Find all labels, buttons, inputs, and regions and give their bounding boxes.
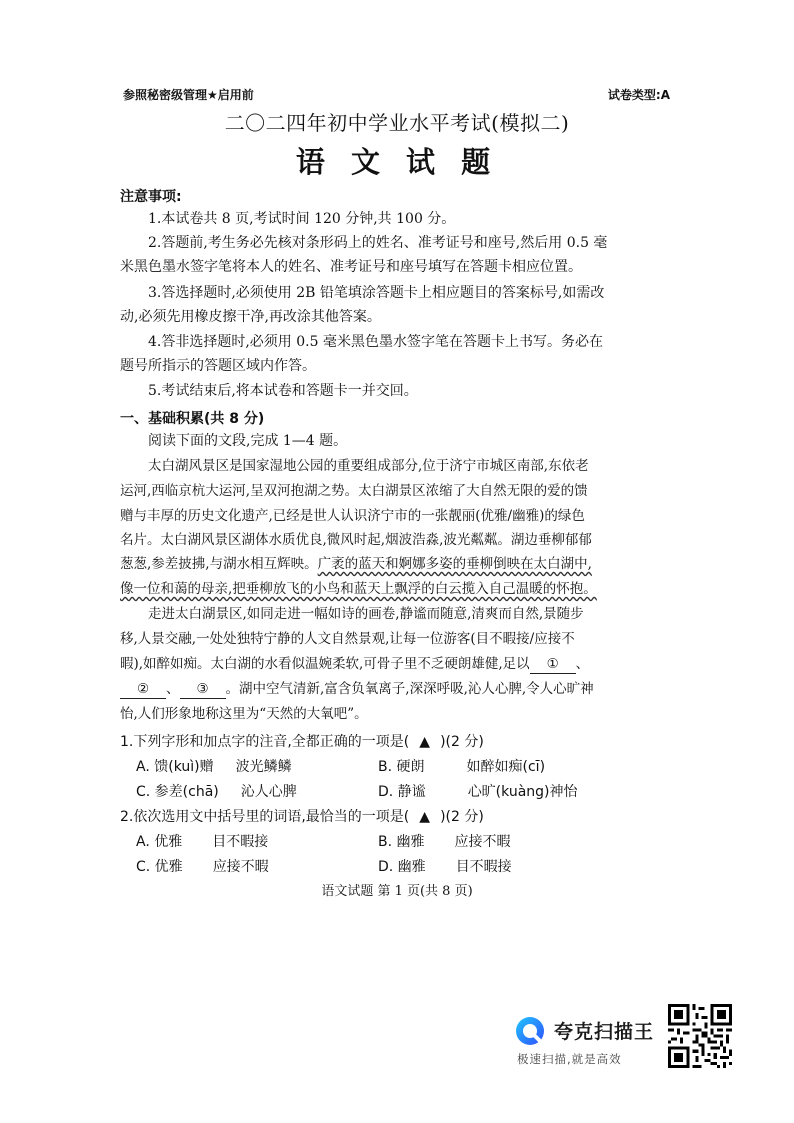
scanner-watermark [514,1011,664,1071]
option-label: C. 参差(chā) [136,784,219,800]
passage-line: 运河,西临京杭大运河,呈双河抱湖之势。太白湖景区浓缩了大自然无限的爱的馈 [120,483,588,499]
question-score: )(2 分) [440,734,484,750]
fill-blank-2: ② [120,680,166,699]
notice-line: 动,必须先用橡皮擦干净,再改涂其他答案。 [120,309,381,325]
option-text: 应接不暇 [212,859,269,875]
question-2-stem [120,806,484,826]
fill-blank-1: ① [530,655,576,674]
answer-marker: ▲ [419,734,431,750]
passage-text: 、 [166,681,180,697]
passage-text: 葱葱,参差披拂,与湖水相互辉映。 [120,556,318,572]
option-c [136,856,269,876]
option-d [378,781,578,801]
notice-line: 米黑色墨水签字笔将本人的姓名、准考证号和座号填写在答题卡相应位置。 [120,259,582,275]
passage-line: 名片。太白湖风景区湖体水质优良,微风时起,烟波浩淼,波光粼粼。湖边垂柳郁郁 [120,532,592,548]
option-text: 目不暇接 [212,834,269,850]
option-label: B. 幽雅 [378,834,425,850]
option-text: 应接不暇 [454,834,511,850]
notice-line: 5.考试结束后,将本试卷和答题卡一并交回。 [148,383,418,399]
answer-marker: ▲ [419,809,431,825]
option-text: 如醉如痴(cī) [466,759,546,775]
brand-slogan: 极速扫描,就是高效 [517,1052,622,1066]
option-label: A. 馈(kuì)赠 [136,759,214,775]
question-text: 2.依次选用文中括号里的词语,最恰当的一项是( [120,809,410,825]
passage-line: 太白湖风景区是国家湿地公园的重要组成部分,位于济宁市城区南部,东依老 [148,458,589,474]
passage-text: 、 [575,656,590,672]
option-d [378,856,512,876]
option-b [378,831,511,851]
passage-text: 。湖中空气清新,富含负氧离子,深深呼吸,沁人心脾,令人心旷神 [225,681,594,697]
option-a [136,756,292,776]
option-text: 目不暇接 [455,859,512,875]
passage-line: 移,人景交融,一处处独特宁静的人文自然景观,让每一位游客(目不暇接/应接不 [120,631,575,647]
passage-line [120,555,592,573]
notice-line: 题号所指示的答题区域内作答。 [120,358,316,374]
option-text: 沁人心脾 [240,784,297,800]
option-label: D. 静谧 [378,784,426,800]
option-label: C. 优雅 [136,859,183,875]
passage-line [120,580,597,598]
passage-line: 走进太白湖景区,如同走进一幅如诗的画卷,静谧而随意,清爽而自然,景随步 [148,606,584,622]
passage-text: 暇),如醉如痴。太白湖的水看似温婉柔软,可骨子里不乏硬朗雄健,足以 [120,656,530,672]
page-footer: 语文试题 第 1 页(共 8 页) [321,884,473,899]
question-1-stem [120,731,484,751]
notice-line: 2.答题前,考生务必先核对条形码上的姓名、准考证号和座号,然后用 0.5 毫 [148,235,608,251]
fill-blank-3: ③ [180,680,226,699]
passage-line [120,655,589,674]
option-text: 波光鳞鳞 [235,759,292,775]
brand-name: 夸克扫描王 [554,1021,655,1043]
notice-heading: 注意事项: [120,189,182,205]
wavy-underlined-sentence: 像一位和蔼的母亲,把垂柳放飞的小鸟和蓝天上飘浮的白云揽入自己温暖的怀抱。 [120,581,597,597]
section-heading: 一、基础积累(共 8 分) [120,411,265,427]
option-b [378,756,545,776]
option-text: 心旷(kuàng)神怡 [467,784,578,800]
notice-line: 1.本试卷共 8 页,考试时间 120 分钟,共 100 分。 [148,211,456,227]
exam-title: 二〇二四年初中学业水平考试(模拟二) [224,111,570,135]
option-a [136,831,268,851]
quark-logo-icon [514,1015,546,1047]
option-label: D. 幽雅 [378,859,426,875]
subject-title: 语 文 试 题 [295,145,499,179]
option-label: B. 硬朗 [378,759,425,775]
question-text: 1.下列字形和加点字的注音,全都正确的一项是( [120,734,410,750]
passage-line [120,680,594,699]
confidentiality-label: 参照秘密级管理★启用前 [123,88,254,102]
reading-instruction: 阅读下面的文段,完成 1—4 题。 [148,433,348,449]
option-label: A. 优雅 [136,834,183,850]
wavy-underlined-sentence: 广袤的蓝天和婀娜多姿的垂柳倒映在太白湖中, [317,556,592,572]
paper-type-label: 试卷类型:A [607,88,670,102]
passage-line: 赠与丰厚的历史文化遗产,已经是世人认识济宁市的一张靓丽(优雅/幽雅)的绿色 [120,508,585,524]
passage-line: 怡,人们形象地称这里为“天然的大氧吧”。 [120,706,368,722]
qr-code-icon [668,1004,732,1068]
notice-line: 3.答选择题时,必须使用 2B 铅笔填涂答题卡上相应题目的答案标号,如需改 [148,285,605,301]
notice-line: 4.答非选择题时,必须用 0.5 毫米黑色墨水签字笔在答题卡上书写。务必在 [148,334,603,350]
option-c [136,781,297,801]
question-score: )(2 分) [440,809,484,825]
